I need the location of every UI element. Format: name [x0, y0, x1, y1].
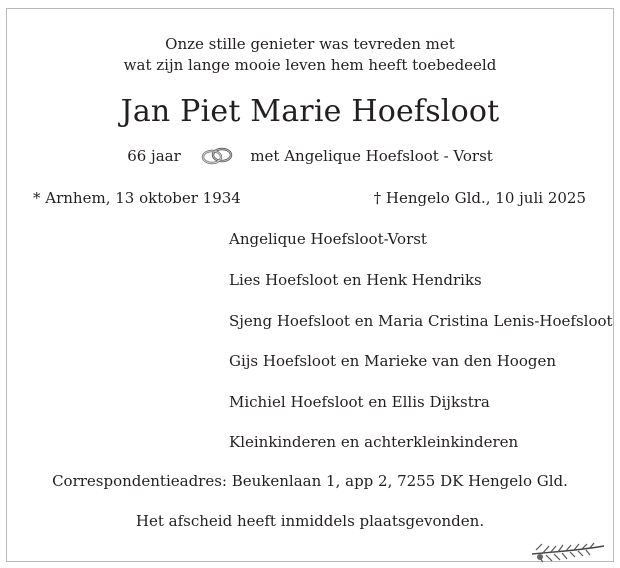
- deceased-name: Jan Piet Marie Hoefsloot: [120, 94, 500, 129]
- family-member: Gijs Hoefsloot en Marieke van den Hoogen: [229, 352, 557, 370]
- marriage-years: 66 jaar: [127, 147, 181, 165]
- intro-line-1: Onze stille genieter was tevreden met: [165, 35, 455, 53]
- intro-text: [0, 34, 620, 76]
- intro-line-2: wat zijn lange mooie leven hem heeft toebedeeld: [123, 56, 497, 74]
- wedding-rings-icon: [200, 147, 236, 165]
- correspondence-address: Correspondentieadres: Beukenlaan 1, app 2, 7255 DK Hengelo Gld.: [52, 472, 568, 490]
- marriage-partner: met Angelique Hoefsloot - Vorst: [250, 147, 493, 165]
- birth-date: * Arnhem, 13 oktober 1934: [33, 189, 241, 207]
- branch-ornament-icon: [530, 538, 610, 564]
- marriage-line: [0, 146, 620, 165]
- family-member: Angelique Hoefsloot-Vorst: [229, 230, 427, 248]
- family-member: Lies Hoefsloot en Henk Hendriks: [229, 271, 482, 289]
- family-member: Kleinkinderen en achterkleinkinderen: [229, 433, 519, 451]
- family-member: Michiel Hoefsloot en Ellis Dijkstra: [229, 393, 490, 411]
- death-date: † Hengelo Gld., 10 juli 2025: [373, 189, 586, 207]
- family-member: Sjeng Hoefsloot en Maria Cristina Lenis-Hoefsloot: [229, 312, 613, 330]
- farewell-note: Het afscheid heeft inmiddels plaatsgevonden.: [135, 512, 485, 530]
